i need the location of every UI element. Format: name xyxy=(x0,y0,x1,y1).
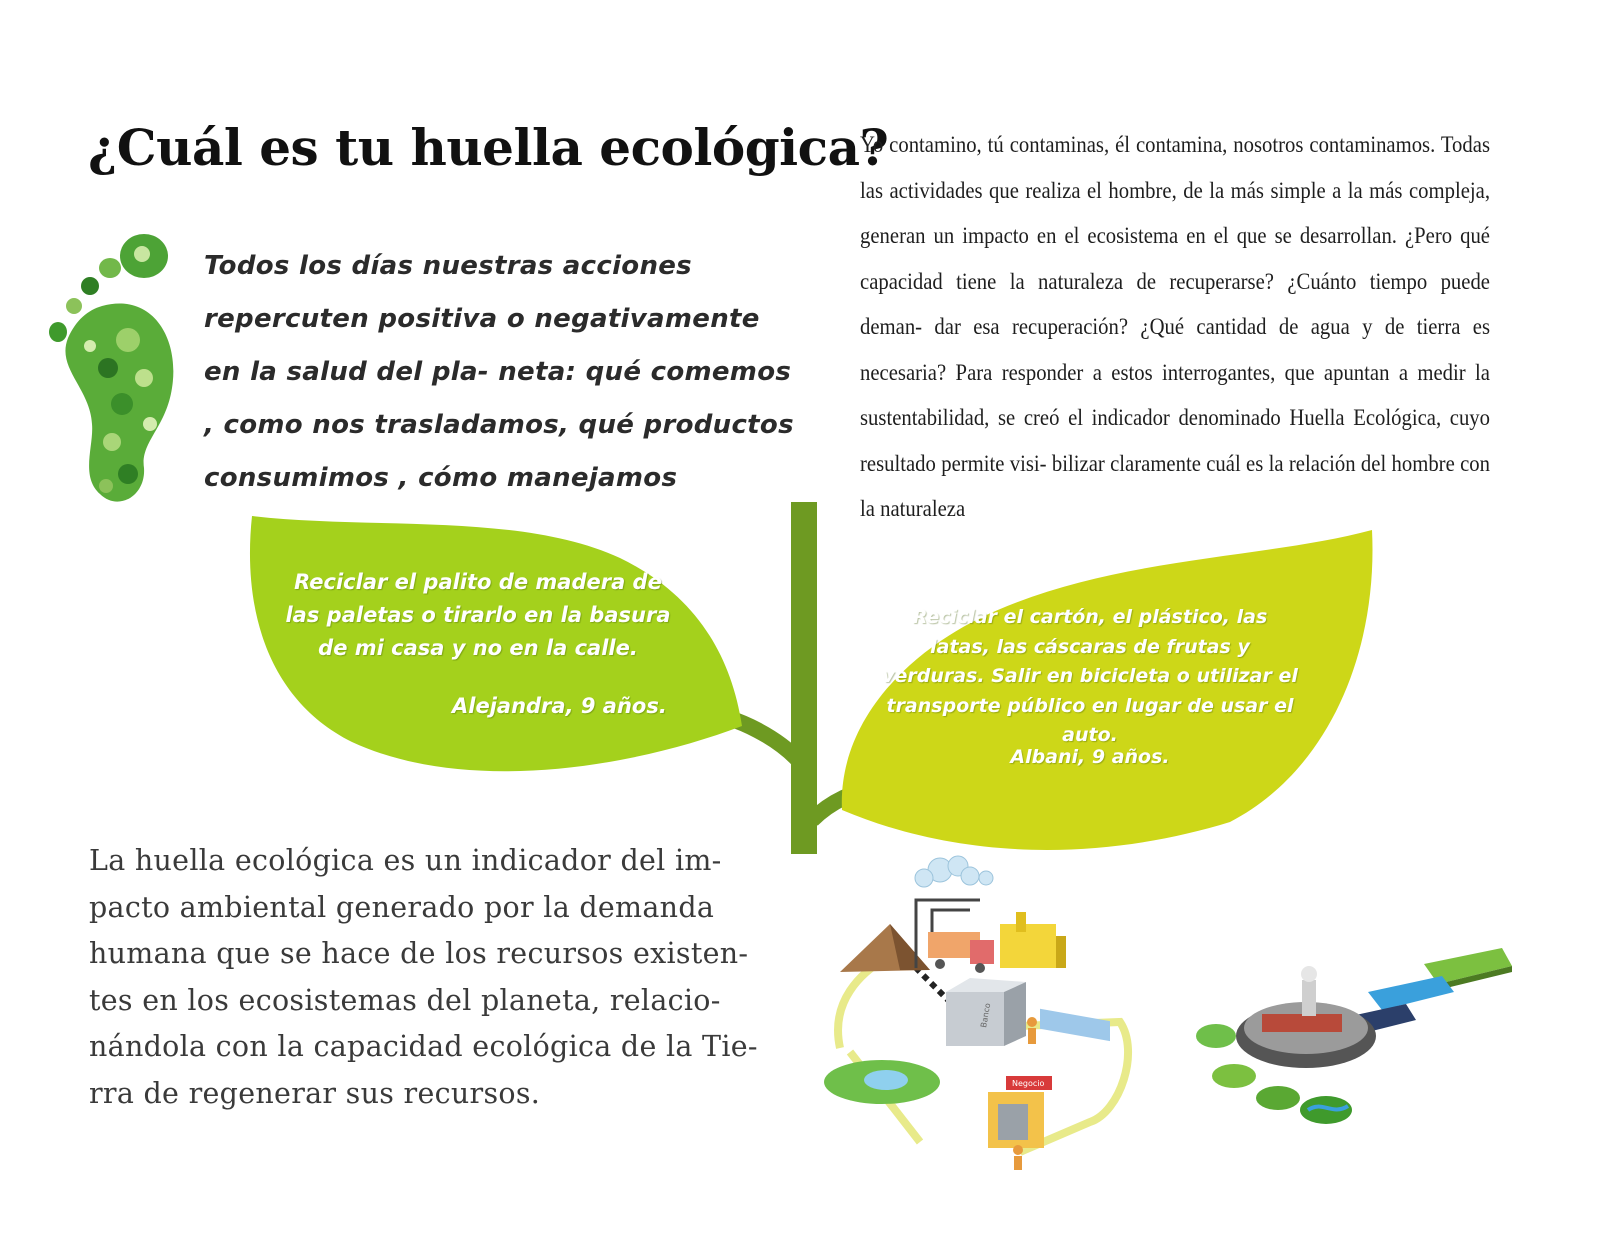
shop-icon xyxy=(988,1076,1052,1148)
leaf-right-quote: Reciclar el cartón, el plástico, las latas, las cáscaras de frutas y verduras. Salir en bicicleta o utilizar el transporte público en lugar de usar el auto. xyxy=(882,606,1298,746)
bank-label: Banco xyxy=(979,1002,993,1029)
leaf-right-author: Albani, 9 años. xyxy=(1010,746,1170,768)
intro-text: Todos los días nuestras acciones repercuten positiva o negativamente en la salud del pla- neta: qué comemos , como nos trasladamos, qué productos consumimos , cómo manejamos xyxy=(204,251,794,493)
right-paragraph: Yo contamino, tú contaminas, él contamina, nosotros contaminamos. Todas las actividades que realiza el hombre, de la más simple a la más compleja, generan un impacto en el ecosistema en el que se desarrollan. ¿Pero qué capacidad tiene la naturaleza de recuperarse? ¿Cuánto tiempo puede deman- dar esa recuperación? ¿Qué cantidad de agua y de tierra es necesaria? Para responder a estos interrogantes, que apuntan a medir la sustentabilidad, se creó el indicador denominado Huella Ecológica, cuyo resultado permite visi- bilizar claramente cuál es la relación del hombre con la naturaleza xyxy=(860,132,1490,521)
city-islands-illustration xyxy=(1192,940,1522,1140)
leaf-left-author: Alejandra, 9 años. xyxy=(452,694,667,718)
pond-icon xyxy=(824,1060,940,1104)
shop-label: Negocio xyxy=(1012,1079,1045,1088)
water-tile-icon xyxy=(1368,976,1454,1010)
plant-stem xyxy=(791,502,817,854)
smoke-clouds-icon xyxy=(915,856,993,887)
city-icon xyxy=(1236,966,1376,1068)
factory-icon xyxy=(1000,912,1066,968)
page-title: ¿Cuál es tu huella ecológica? xyxy=(88,118,889,177)
truck-icon xyxy=(928,932,994,973)
bank-building-icon xyxy=(946,978,1026,1046)
train-icon xyxy=(1040,1009,1110,1041)
leaf-left-quote: Reciclar el palito de madera de las paletas o tirarlo en la basura de mi casa y no en la calle. xyxy=(285,570,671,660)
economy-cycle-illustration xyxy=(820,852,1160,1192)
definition-text: La huella ecológica es un indicador del im- pacto ambiental generado por la demanda humana que se hace de los recursos existen- tes en los ecosistemas del planeta, relacio- nándola con la capacidad ecológica de la Tie- rra de regenerar sus recursos. xyxy=(89,844,758,1110)
